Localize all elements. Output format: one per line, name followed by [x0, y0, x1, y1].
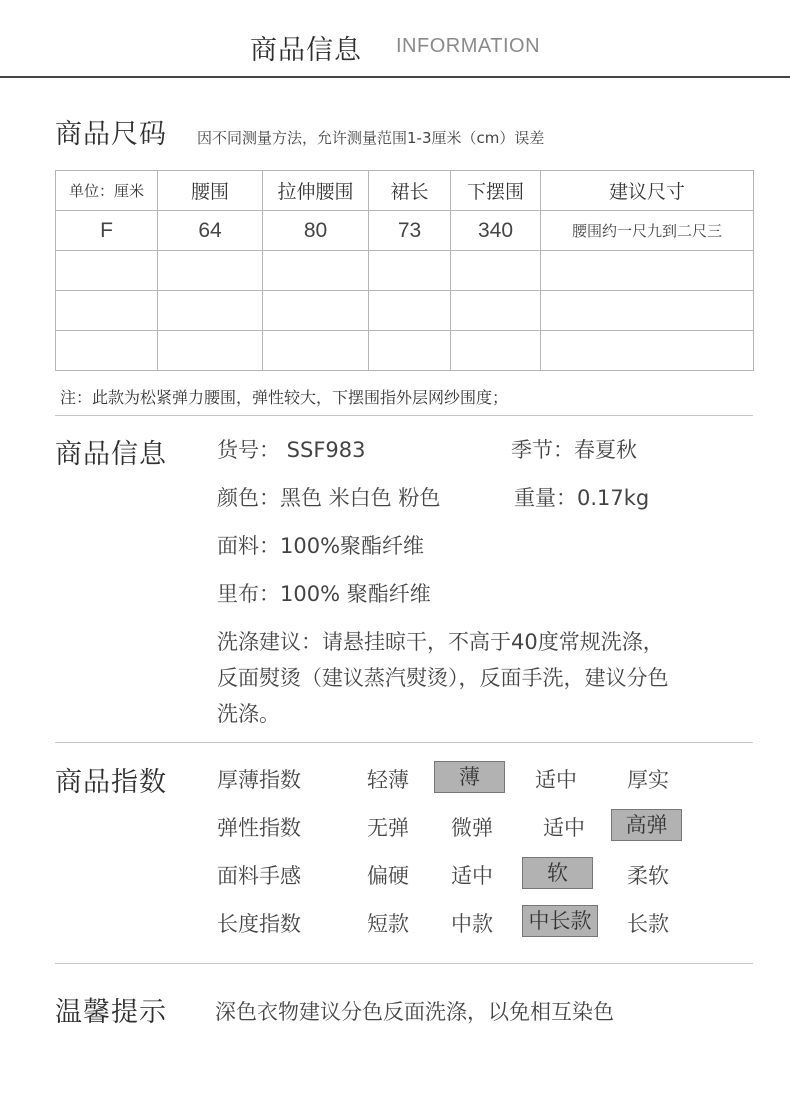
index-label-hand-feel: 面料手感	[217, 864, 301, 888]
index-section-title: 商品指数	[55, 767, 167, 798]
divider	[55, 963, 753, 964]
header-hem: 下摆围	[451, 171, 541, 211]
index-option: 厚实	[627, 768, 669, 792]
size-table	[55, 170, 754, 371]
header-suggested-size: 建议尺寸	[541, 171, 754, 211]
index-label-length: 长度指数	[217, 912, 301, 936]
cell-stretch-waist: 80	[263, 211, 369, 251]
index-option: 偏硬	[367, 864, 409, 888]
index-label-elasticity: 弹性指数	[217, 816, 301, 840]
index-option: 无弹	[367, 816, 409, 840]
header-unit: 单位：厘米	[56, 171, 158, 211]
header-divider	[0, 76, 790, 78]
index-option: 长款	[627, 912, 669, 936]
season: 季节：春夏秋	[511, 438, 637, 462]
size-remark: 注：此款为松紧弹力腰围，弹性较大，下摆围指外层网纱围度；	[60, 388, 509, 407]
index-label-thickness: 厚薄指数	[217, 768, 301, 792]
item-number: 货号： SSF983	[217, 438, 366, 462]
cell-skirt-length: 73	[369, 211, 451, 251]
weight: 重量：0.17kg	[514, 486, 650, 510]
header-stretch-waist: 拉伸腰围	[263, 171, 369, 211]
size-section-title: 商品尺码	[55, 119, 167, 150]
tip-text: 深色衣物建议分色反面洗涤，以免相互染色	[215, 1000, 614, 1024]
page-title: 商品信息	[250, 35, 362, 66]
index-option-selected: 软	[522, 857, 593, 889]
index-option-selected: 高弹	[611, 809, 682, 841]
divider	[55, 742, 753, 743]
index-option: 适中	[535, 768, 577, 792]
header-waist: 腰围	[158, 171, 263, 211]
table-row-empty	[56, 331, 754, 371]
index-option: 柔软	[627, 864, 669, 888]
lining: 里布：100% 聚酯纤维	[217, 582, 431, 606]
index-option-selected: 中长款	[522, 905, 598, 937]
colors: 颜色：黑色 米白色 粉色	[217, 486, 441, 510]
wash-advice-line-2: 反面熨烫（建议蒸汽熨烫），反面手洗，建议分色	[217, 666, 669, 690]
tip-section-title: 温馨提示	[55, 997, 167, 1028]
cell-size: F	[56, 211, 158, 251]
divider	[55, 415, 753, 416]
index-option: 适中	[451, 864, 493, 888]
info-section-title: 商品信息	[55, 439, 167, 470]
table-row	[56, 211, 754, 251]
index-option: 中款	[451, 912, 493, 936]
cell-hem: 340	[451, 211, 541, 251]
index-option: 轻薄	[367, 768, 409, 792]
page-subtitle: INFORMATION	[396, 35, 541, 57]
wash-advice-line-3: 洗涤。	[217, 702, 280, 726]
index-option: 短款	[367, 912, 409, 936]
size-measure-note: 因不同测量方法，允许测量范围1-3厘米（cm）误差	[197, 129, 545, 147]
index-option-selected: 薄	[434, 761, 505, 793]
size-table-header	[56, 171, 754, 211]
cell-suggested-size: 腰围约一尺九到二尺三	[541, 211, 754, 251]
cell-waist: 64	[158, 211, 263, 251]
table-row-empty	[56, 251, 754, 291]
fabric: 面料：100%聚酯纤维	[217, 534, 425, 558]
wash-advice-line-1: 洗涤建议：请悬挂晾干，不高于40度常规洗涤，	[217, 630, 664, 654]
index-option: 适中	[543, 816, 585, 840]
index-option: 微弹	[451, 816, 493, 840]
table-row-empty	[56, 291, 754, 331]
header-skirt-length: 裙长	[369, 171, 451, 211]
